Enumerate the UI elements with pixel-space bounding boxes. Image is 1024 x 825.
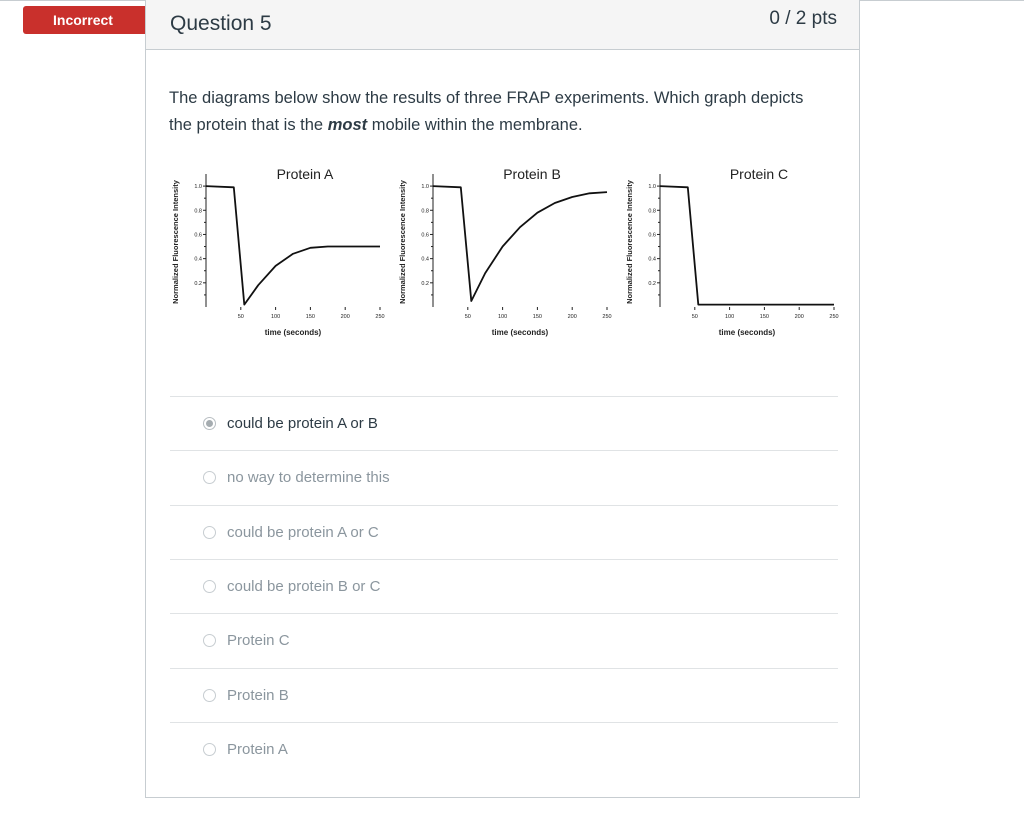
x-tick-label: 250 [375, 314, 385, 320]
answer-label: Protein B [227, 686, 289, 704]
question-text-emphasis: most [327, 116, 368, 134]
y-tick-label: 0.8 [648, 208, 656, 215]
answer-option[interactable] [170, 450, 838, 504]
x-tick-label: 150 [305, 314, 315, 320]
x-axis-label: time (seconds) [491, 328, 549, 337]
x-tick-label: 200 [567, 314, 577, 320]
answer-radio[interactable] [203, 580, 216, 593]
x-tick-label: 250 [829, 314, 839, 320]
x-tick-label: 50 [464, 314, 471, 320]
x-axis-label: time (seconds) [264, 328, 322, 337]
y-tick-label: 0.4 [421, 256, 429, 263]
y-tick-label: 0.6 [648, 232, 656, 239]
frap-figure [170, 160, 860, 345]
x-tick-label: 150 [532, 314, 542, 320]
answer-label: could be protein A or B [227, 415, 378, 432]
y-tick-label: 0.6 [421, 232, 429, 239]
y-axis-label: Normalized Fluorescence Intensity [398, 180, 407, 304]
answer-radio[interactable] [203, 526, 216, 539]
answer-option[interactable] [170, 396, 838, 450]
y-tick-label: 0.4 [648, 256, 656, 263]
question-card [145, 0, 860, 798]
x-tick-label: 100 [725, 314, 735, 320]
question-points: 0 / 2 pts [769, 8, 837, 29]
answer-label: could be protein B or C [227, 577, 381, 595]
answer-option[interactable] [170, 722, 838, 776]
y-tick-label: 0.2 [648, 280, 656, 287]
answer-label: Protein A [227, 740, 288, 758]
answer-option[interactable] [170, 505, 838, 559]
answer-radio[interactable] [203, 417, 216, 430]
x-tick-label: 150 [759, 314, 769, 320]
answer-radio[interactable] [203, 743, 216, 756]
answer-option[interactable] [170, 668, 838, 722]
y-tick-label: 1.0 [194, 184, 202, 191]
y-tick-label: 1.0 [648, 184, 656, 191]
y-tick-label: 1.0 [421, 184, 429, 191]
series-line [206, 186, 380, 305]
answer-label: Protein C [227, 632, 290, 650]
x-tick-label: 250 [602, 314, 612, 320]
answer-option[interactable] [170, 559, 838, 613]
series-line [433, 186, 607, 301]
y-axis-label: Normalized Fluorescence Intensity [171, 180, 180, 304]
y-tick-label: 0.2 [421, 280, 429, 287]
x-tick-label: 200 [794, 314, 804, 320]
answer-option[interactable] [170, 613, 838, 667]
y-tick-label: 0.6 [194, 232, 202, 239]
x-tick-label: 200 [340, 314, 350, 320]
x-tick-label: 50 [691, 314, 698, 320]
question-title: Question 5 [170, 12, 272, 35]
x-tick-label: 50 [237, 314, 244, 320]
y-tick-label: 0.4 [194, 256, 202, 263]
question-text-part-1: The diagrams below show the results of three FRAP experiments. Which graph depicts the protein that is the [169, 89, 804, 134]
question-text [169, 85, 809, 139]
answer-label: could be protein A or C [227, 523, 379, 541]
y-tick-label: 0.8 [194, 208, 202, 215]
y-axis-label: Normalized Fluorescence Intensity [625, 180, 634, 304]
chart-title: Protein B [503, 166, 561, 182]
series-line [660, 186, 834, 305]
question-text-part-2: mobile within the membrane. [367, 116, 583, 134]
answer-radio[interactable] [203, 689, 216, 702]
x-tick-label: 100 [271, 314, 281, 320]
answer-label: no way to determine this [227, 469, 390, 487]
x-axis-label: time (seconds) [718, 328, 776, 337]
y-tick-label: 0.8 [421, 208, 429, 215]
status-badge: Incorrect [23, 6, 151, 34]
answer-radio[interactable] [203, 471, 216, 484]
x-tick-label: 100 [498, 314, 508, 320]
answer-radio[interactable] [203, 634, 216, 647]
chart-title: Protein C [729, 166, 789, 182]
y-tick-label: 0.2 [194, 280, 202, 287]
chart-title: Protein A [276, 166, 334, 182]
question-header [146, 0, 859, 50]
